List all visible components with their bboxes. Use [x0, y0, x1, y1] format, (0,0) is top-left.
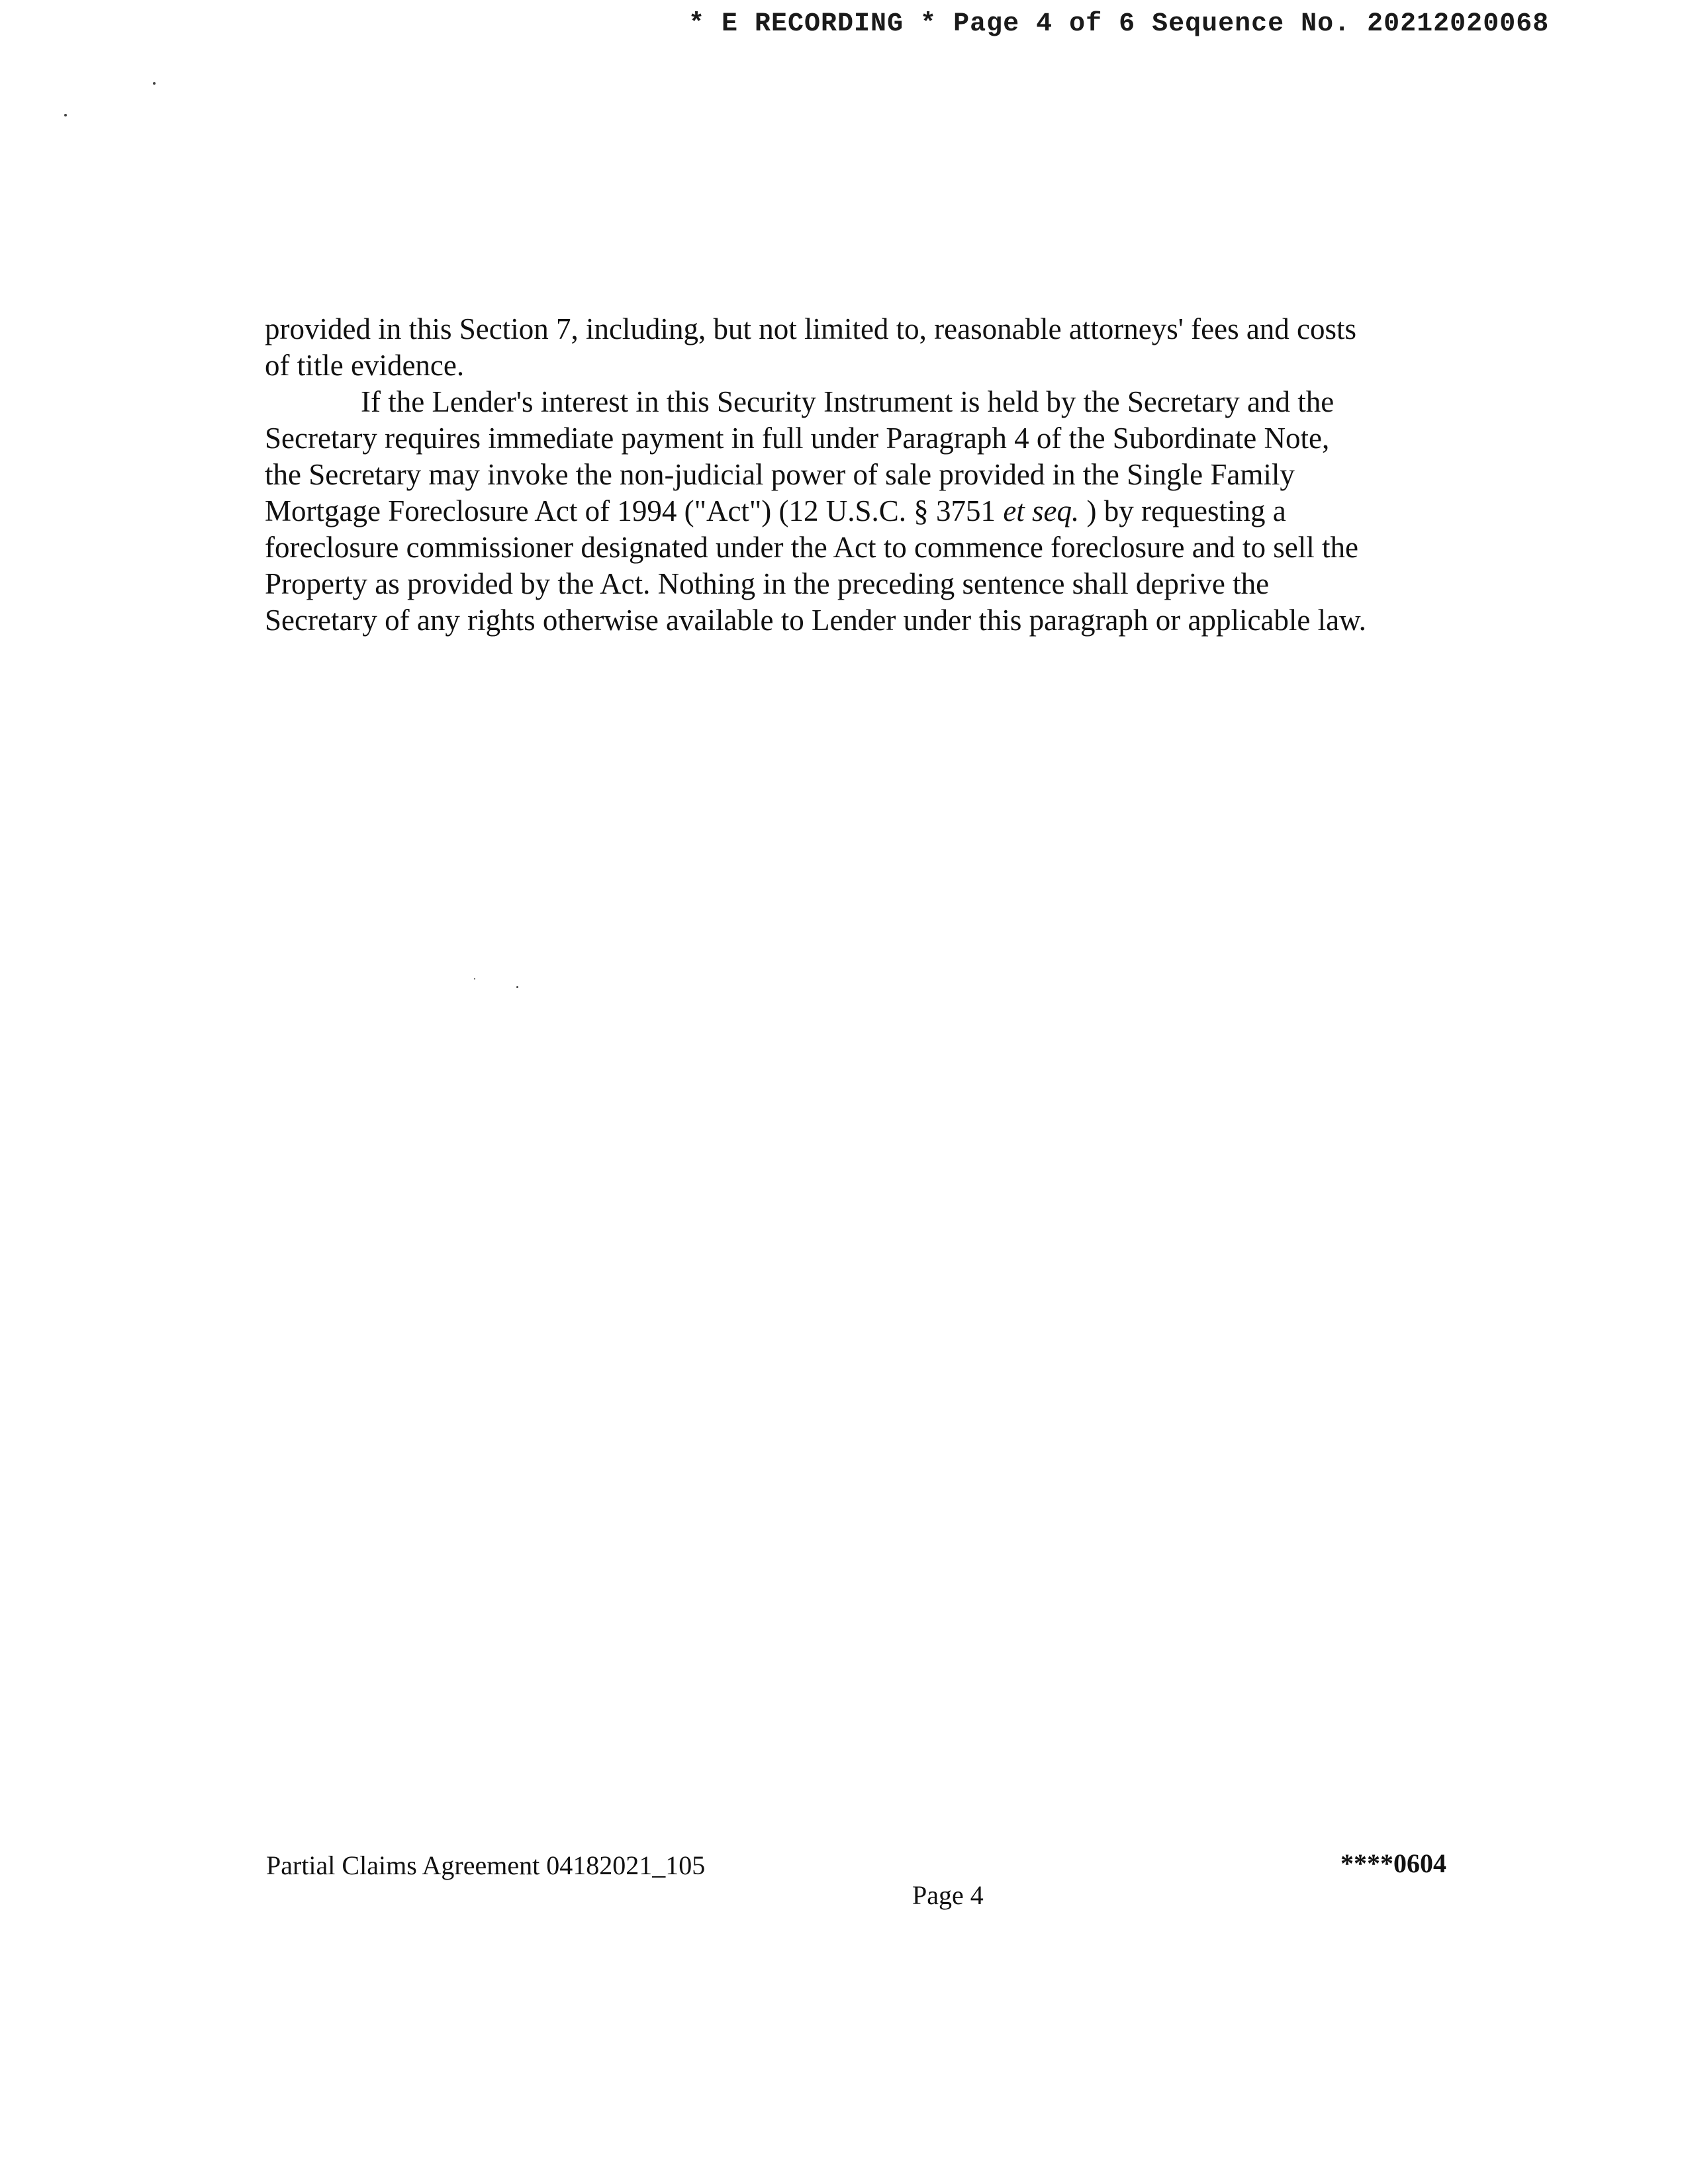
body-line: the Secretary may invoke the non-judicial power of sale provided in the Single Family — [265, 458, 1295, 491]
footer-document-name: Partial Claims Agreement 04182021_105 — [266, 1850, 706, 1880]
italic-citation: et seq. — [1003, 494, 1080, 527]
body-line: provided in this Section 7, including, but not limited to, reasonable attorneys' fees and costs — [265, 312, 1357, 345]
scan-speck — [474, 978, 475, 979]
body-line: foreclosure commissioner designated under the Act to commence foreclosure and to sell the — [265, 531, 1358, 564]
body-text-segment: ) by requesting a — [1079, 494, 1286, 527]
footer-account-mask: ****0604 — [1340, 1848, 1446, 1878]
body-line: If the Lender's interest in this Security Instrument is held by the Secretary and the — [361, 385, 1335, 418]
body-line — [265, 493, 1456, 529]
document-body — [265, 311, 1456, 639]
body-text-segment: Mortgage Foreclosure Act of 1994 ("Act") (12 U.S.C. § 3751 — [265, 494, 1004, 527]
body-line: of title evidence. — [265, 349, 465, 382]
body-line: Secretary of any rights otherwise available to Lender under this paragraph or applicable law. — [265, 604, 1366, 637]
body-line: Secretary requires immediate payment in full under Paragraph 4 of the Subordinate Note, — [265, 422, 1330, 455]
body-line: Property as provided by the Act. Nothing in the preceding sentence shall deprive the — [265, 567, 1270, 600]
scan-speck — [153, 82, 156, 85]
footer-page-number: Page 4 — [912, 1880, 984, 1910]
scan-speck — [64, 114, 67, 116]
scan-speck — [516, 986, 518, 988]
recording-stamp-header: * E RECORDING * Page 4 of 6 Sequence No. 20212020068 — [688, 9, 1550, 39]
